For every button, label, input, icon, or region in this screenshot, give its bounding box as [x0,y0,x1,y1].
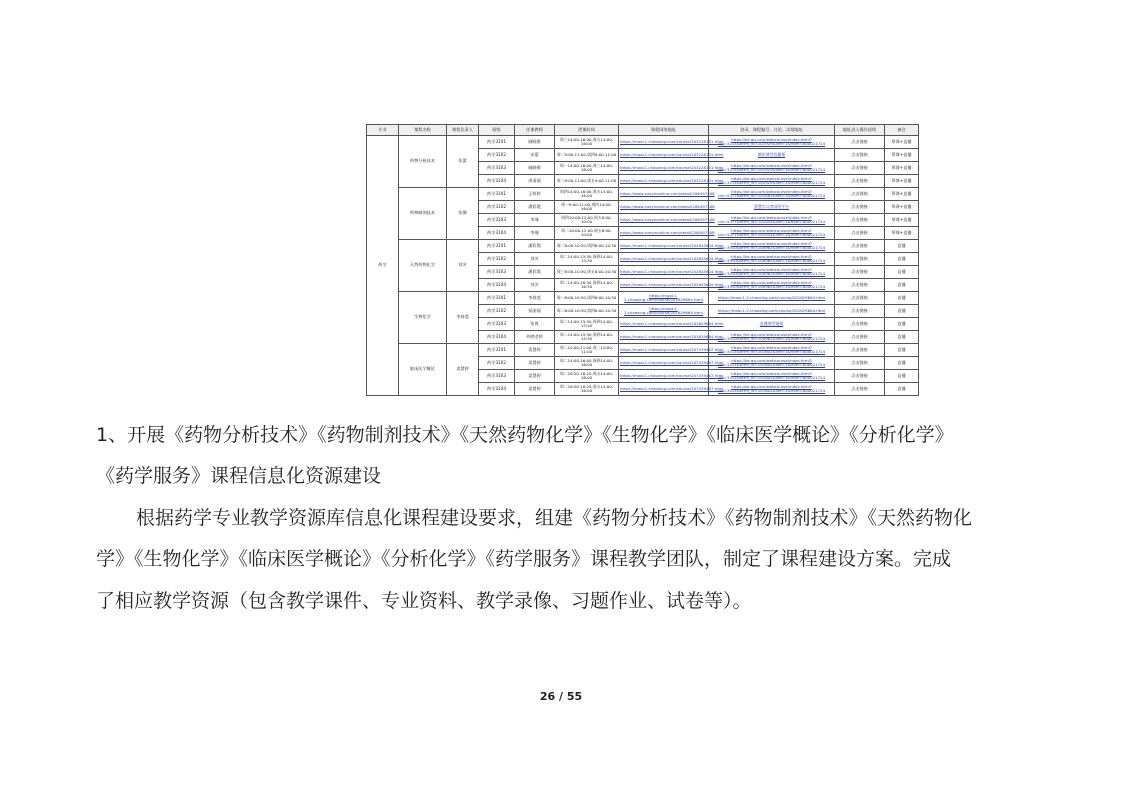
note-cell: 慕课+直播 [885,149,919,162]
class-cell: 药学3102 [479,201,515,214]
time-cell: 周一8:00-10:30,周四8:00-10:30 [555,292,619,305]
header-cell: 任课教师 [515,125,555,136]
teacher-cell: 潘彩霞 [515,201,555,214]
schedule-table-image [366,124,918,410]
class-cell: 药学3101 [479,188,515,201]
course-url-link[interactable]: https://www.xueyinonline.com/detail/206497508 [619,201,709,214]
teacher-cell: 李春莲 [515,292,555,305]
detail-url-link[interactable]: https://ke.qq.com/webcourse/index.html?cid=5377&term_id=101054&lite=1&from=800021724 [709,227,835,240]
course-url-link[interactable]: https://mooc1.chaoxing.com/course/203228131.html [619,149,709,162]
teacher-cell: 李瑾 [515,227,555,240]
detail-url-link[interactable]: https://ke.qq.com/webcourse/index.html?cid=3214&term_id=101929&lite=1&from=800021724 [709,162,835,175]
note-cell: 慕课+直播 [885,188,919,201]
class-cell: 药学3104 [479,331,515,344]
course-url-link[interactable]: https://mooc1.chaoxing.com/course/207439467.html [619,344,709,357]
class-cell: 药学3101 [479,136,515,149]
teacher-cell: 李瑾 [515,214,555,227]
detail-url-link[interactable]: 腾讯课堂直播课 [709,149,835,162]
operation-cell: 点击链接 [835,266,885,279]
table-row [367,240,919,253]
note-cell: 慕课+直播 [885,201,919,214]
page-number: 26 / 55 [539,690,583,703]
note-cell: 慕课+直播 [885,175,919,188]
detail-url-link[interactable]: https://ke.qq.com/webcourse/index.html?cid=5377&term_id=101081&lite=1&from=800021724 [709,188,835,201]
class-cell: 药学3102 [479,305,515,318]
time-cell: 周三8:00-10:30,周五8:00-10:30 [555,266,619,279]
header-cell: 登录、课程编号、讨论、详细地址 [709,125,835,136]
course-url-link[interactable]: https://www.xueyinonline.com/detail/206497508 [619,188,709,201]
teacher-cell: 外聘老师 [515,331,555,344]
table-row [367,344,919,357]
teacher-cell: 姜慧婷 [515,370,555,383]
teacher-cell: 侯丽丽 [515,305,555,318]
operation-cell: 点击链接 [835,227,885,240]
course-schedule-table [366,124,919,396]
course-owner-cell: 张娜 [447,188,479,240]
course-url-link[interactable]: https://mooc1.chaoxing.com/course/202845604.html [619,253,709,266]
teacher-cell: 潘彩霞 [515,266,555,279]
class-cell: 药学3102 [479,149,515,162]
course-url-link[interactable]: https://mooc1.chaoxing.com/course/201629664.html [619,318,709,331]
operation-cell: 点击链接 [835,240,885,253]
detail-url-link[interactable]: https://ke.qq.com/webcourse/index.html?cid=3910&term_id=100962&lite=1&from=800021724 [709,279,835,292]
teacher-cell: 姜慧婷 [515,344,555,357]
time-cell: 周二10:00-12:00,周五8:00-10:00 [555,227,619,240]
teacher-cell: 潘彩霞 [515,240,555,253]
note-cell: 慕课+直播 [885,227,919,240]
time-cell: 周一9:00-11:00,周四14:00-16:00 [555,201,619,214]
note-cell: 慕课+直播 [885,136,919,149]
time-cell: 周二9:00-11:00,周四9:00-11:00 [555,149,619,162]
operation-cell: 点击链接 [835,149,885,162]
time-cell: 周二14:00-16:00,周四14:00-16:00 [555,357,619,370]
header-cell: 专业 [367,125,399,136]
time-cell: 周二14:00-15:30,周四14:00-15:30 [555,253,619,266]
course-url-link[interactable]: https://mooc1.chaoxing.com/course/202845604.html [619,266,709,279]
detail-url-link[interactable]: https://ke.qq.com/webcourse/index.html?cid=3910&term_id=100962&lite=1&from=800021724 [709,240,835,253]
note-cell: 直播 [885,357,919,370]
course-url-link[interactable]: https://mooc1.chaoxing.com/course/207439467.html [619,383,709,396]
detail-url-link[interactable]: https://ke.qq.com/webcourse/index.html?cid=5377&term_id=101054&lite=1&from=800021724 [709,214,835,227]
detail-url-link[interactable]: https://mooc1-2.chaoxing.com/course/201629664.html [709,292,835,305]
section-heading-line-2: 《药学服务》课程信息化资源建设 [96,465,382,487]
detail-url-link[interactable]: https://ke.qq.com/webcourse/index.html?cid=3910&term_id=100962&lite=1&from=800021724 [709,266,835,279]
header-cell: 课程负责人 [447,125,479,136]
note-cell: 直播 [885,279,919,292]
course-name-cell: 天然药物化学 [399,240,447,292]
detail-url-link[interactable]: https://ke.qq.com/webcourse/index.html?cid=3910&term_id=100962&lite=1&from=800021724 [709,253,835,266]
course-url-link[interactable]: https://www.xueyinonline.com/detail/206497508 [619,227,709,240]
time-cell: 周二16:20-18:20,周五14:00-16:00 [555,383,619,396]
class-cell: 药学3103 [479,370,515,383]
operation-cell: 点击链接 [835,292,885,305]
teacher-cell: 宋蕾 [515,149,555,162]
class-cell: 药学3102 [479,357,515,370]
section-heading-line-1: 1、开展《药物分析技术》《药物制剂技术》《天然药物化学》《生物化学》《临床医学概论》《分析化学》 [96,424,954,446]
class-cell: 药学3101 [479,240,515,253]
course-url-link[interactable]: https://mooc1.chaoxing.com/course/207439467.html [619,370,709,383]
teacher-cell: 刘芳 [515,253,555,266]
course-owner-cell: 姜慧婷 [447,344,479,396]
class-cell: 药学3104 [479,175,515,188]
note-cell: 直播 [885,344,919,357]
body-paragraph-line-2: 学》《生物化学》《临床医学概论》《分析化学》《药学服务》课程教学团队，制定了课程建设方案。完成 [96,548,952,570]
class-cell: 药学3103 [479,266,515,279]
teacher-cell: 姜慧婷 [515,357,555,370]
operation-cell: 点击链接 [835,305,885,318]
note-cell: 直播 [885,292,919,305]
class-cell: 药学3103 [479,318,515,331]
teacher-cell: 张爽 [515,318,555,331]
detail-url-link[interactable]: https://ke.qq.com/webcourse/index.html?cid=3414&term_id=101602&lite=1&from=800021724 [709,344,835,357]
time-cell: 周二9:00-11:00,周五9:00-11:00 [555,175,619,188]
header-cell: 课程名称 [399,125,447,136]
operation-cell: 点击链接 [835,188,885,201]
header-cell: 备注 [885,125,919,136]
table-row [367,136,919,149]
note-cell: 直播 [885,240,919,253]
teacher-cell: 顾晓维 [515,136,555,149]
time-cell: 周一14:00-16:00,周三14:00-16:00 [555,162,619,175]
operation-cell: 点击链接 [835,357,885,370]
time-cell: 周四10:00-12:00,周五8:00-10:00 [555,214,619,227]
teacher-cell: 周清丽 [515,175,555,188]
teacher-cell: 刘芳 [515,279,555,292]
course-name-cell: 药物制剂技术 [399,188,447,240]
header-cell: 地址进入操作说明 [835,125,885,136]
course-url-link[interactable]: https://mooc1.chaoxing.com/course/207439467.html [619,357,709,370]
course-url-link[interactable]: https://www.xueyinonline.com/detail/206497508 [619,214,709,227]
header-cell: 授课时间 [555,125,619,136]
note-cell: 直播 [885,305,919,318]
time-cell: 周二16:20-18:20,周五14:00-16:00 [555,370,619,383]
note-cell: 慕课+直播 [885,162,919,175]
note-cell: 直播 [885,266,919,279]
course-url-link[interactable]: https://mooc1.chaoxing.com/course/202845604.html [619,240,709,253]
teacher-cell: 顾晓维 [515,162,555,175]
course-url-link[interactable]: https://mooc1.chaoxing.com/course/203228131.html [619,136,709,149]
class-cell: 药学3104 [479,279,515,292]
time-cell: 周二10:00-11:00,周三10:00-11:00 [555,344,619,357]
time-cell: 周二14:00-15:30,周四14:00-15:30 [555,331,619,344]
note-cell: 直播 [885,253,919,266]
note-cell: 直播 [885,370,919,383]
time-cell: 周二14:00-16:30,周四14:00-16:30 [555,279,619,292]
detail-url-link[interactable]: 智慧学习者网络平台 [709,201,835,214]
note-cell: 直播 [885,318,919,331]
table-row [367,292,919,305]
course-name-cell: 生物化学 [399,292,447,344]
operation-cell: 点击链接 [835,331,885,344]
course-url-link[interactable]: https://mooc1.chaoxing.com/course/203228131.html [619,162,709,175]
class-cell: 药学3103 [479,162,515,175]
time-cell: 周二8:00-10:30,周四8:00-10:30 [555,240,619,253]
operation-cell: 点击链接 [835,370,885,383]
note-cell: 直播 [885,383,919,396]
operation-cell: 点击链接 [835,136,885,149]
detail-url-link[interactable]: 直播课堂链接 [709,318,835,331]
class-cell: 药学3101 [479,292,515,305]
operation-cell: 点击链接 [835,383,885,396]
table-header-row [367,125,919,136]
course-name-cell: 临床医学概论 [399,344,447,396]
detail-url-link[interactable]: https://ke.qq.com/webcourse/index.html?cid=3414&term_id=101602&lite=1&from=800021724 [709,383,835,396]
operation-cell: 点击链接 [835,175,885,188]
time-cell: 周四14:00-16:00,周五14:00-16:00 [555,188,619,201]
class-cell: 药学3104 [479,383,515,396]
class-cell: 药学3104 [479,227,515,240]
operation-cell: 点击链接 [835,201,885,214]
operation-cell: 点击链接 [835,318,885,331]
course-owner-cell: 张蕾 [447,136,479,188]
detail-url-link[interactable]: https://ke.qq.com/webcourse/index.html?cid=3414&term_id=101602&lite=1&from=800021724 [709,357,835,370]
course-owner-cell: 刘芳 [447,240,479,292]
body-paragraph-line-1: 根据药学专业教学资源库信息化课程建设要求，组建《药物分析技术》《药物制剂技术》《天然药物化 [136,507,973,529]
operation-cell: 点击链接 [835,214,885,227]
course-owner-cell: 李春莲 [447,292,479,344]
course-url-link[interactable]: https://mooc1.chaoxing.com/course/202845604.html [619,279,709,292]
header-cell: 课程网络地址 [619,125,709,136]
time-cell: 周二8:00-10:30,周四8:00-10:30 [555,305,619,318]
operation-cell: 点击链接 [835,253,885,266]
time-cell: 周三14:00-16:00,周五14:00-16:00 [555,136,619,149]
table-row [367,188,919,201]
teacher-cell: 王婷婷 [515,188,555,201]
body-paragraph-line-3: 了相应教学资源（包含教学课件、专业资料、教学录像、习题作业、试卷等）。 [96,590,752,612]
header-cell: 班级 [479,125,515,136]
detail-url-link[interactable]: https://ke.qq.com/webcourse/index.html?cid=3214&term_id=101929&lite=1&from=800021724 [709,136,835,149]
course-name-cell: 药物分析技术 [399,136,447,188]
class-cell: 药学3101 [479,344,515,357]
operation-cell: 点击链接 [835,162,885,175]
operation-cell: 点击链接 [835,344,885,357]
note-cell: 慕课+直播 [885,214,919,227]
course-url-link[interactable]: https://mooc1-2.chaoxing.com/course/201629664.html [619,292,709,305]
note-cell: 直播 [885,331,919,344]
course-url-link[interactable]: https://mooc1.chaoxing.com/course/201629664.html [619,331,709,344]
course-url-link[interactable]: https://mooc1.chaoxing.com/course/203228131.html [619,175,709,188]
major-cell: 药学 [367,136,399,396]
time-cell: 周二14:00-15:30,周四14:00-15:30 [555,318,619,331]
detail-url-link[interactable]: https://ke.qq.com/webcourse/index.html?cid=3910&term_id=100962&lite=1&from=800021724 [709,331,835,344]
course-url-link[interactable]: https://mooc1-2.chaoxing.com/course/201629664.html [619,305,709,318]
class-cell: 药学3102 [479,253,515,266]
detail-url-link[interactable]: https://ke.qq.com/webcourse/index.html?cid=3414&term_id=101602&lite=1&from=800021724 [709,370,835,383]
detail-url-link[interactable]: https://mooc1-2.chaoxing.com/course/201629664.html [709,305,835,318]
detail-url-link[interactable]: https://ke.qq.com/webcourse/index.html?cid=3214&term_id=101929&lite=1&from=800021724 [709,175,835,188]
class-cell: 药学3103 [479,214,515,227]
teacher-cell: 姜慧婷 [515,383,555,396]
operation-cell: 点击链接 [835,279,885,292]
